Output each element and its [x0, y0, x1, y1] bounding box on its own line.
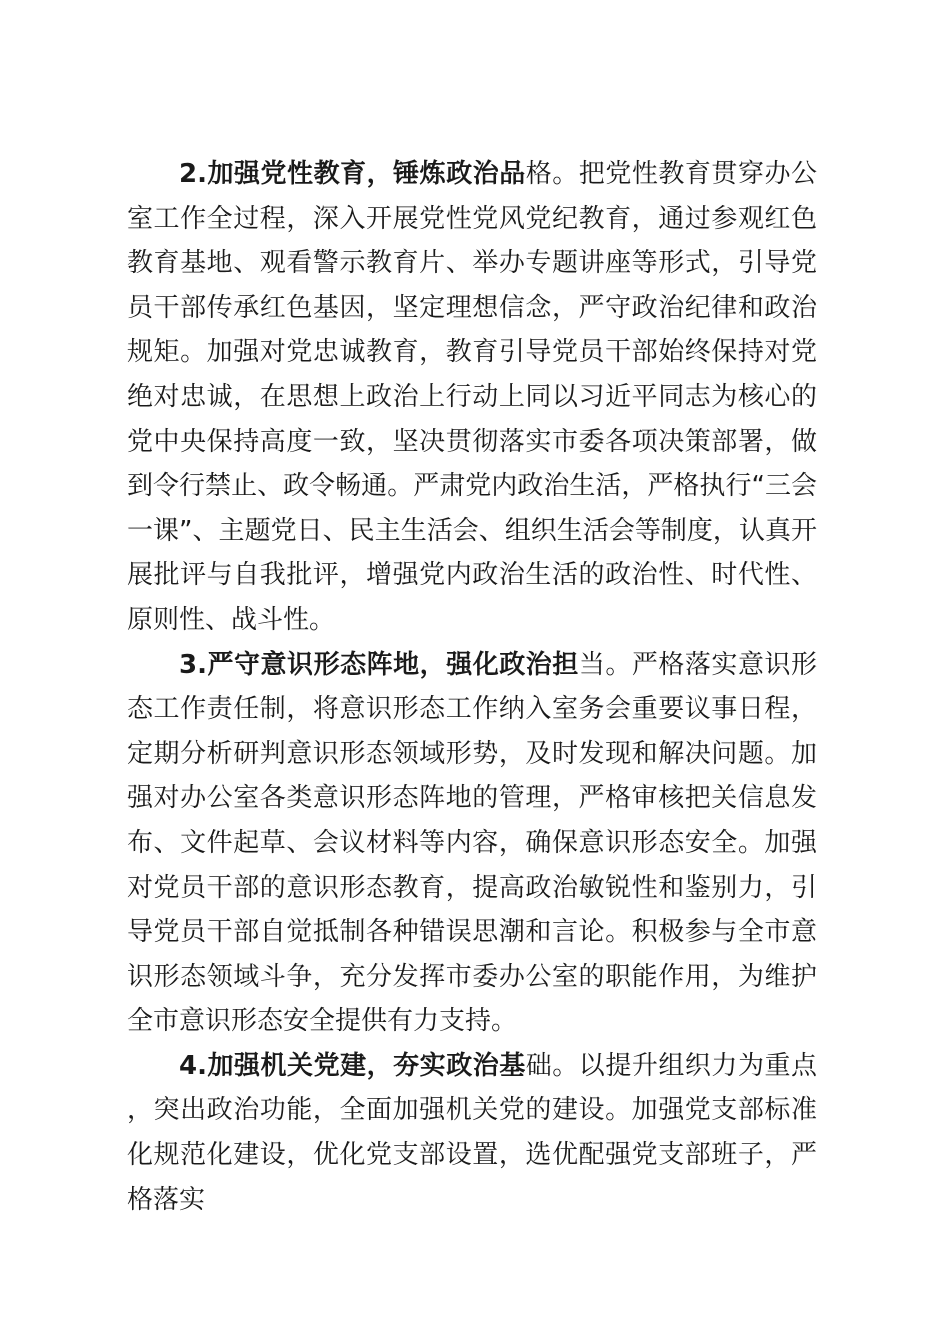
- paragraph-2-body: 格。把党性教育贯穿办公室工作全过程，深入开展党性党风党纪教育，通过参观红色教育基地、观看警示教育片、举办专题讲座等形式，引导党员干部传承红色基因，坚定理想信念，严守政治纪律和政治规矩。加强对党忠诚教育，教育引导党员干部始终保持对党绝对忠诚，在思想上政治上行动上同以习近平同志为核心的党中央保持高度一致，坚决贯彻落实市委各项决策部署，做到令行禁止、政令畅通。严肃党内政治生活，严格执行“三会一课”、主题党日、民主生活会、组织生活会等制度，认真开展批评与自我批评，增强党内政治生活的政治性、时代性、原则性、战斗性。: [127, 159, 817, 635]
- paragraph-4-body: 础。以提升组织力为重点，突出政治功能，全面加强机关党的建设。加强党支部标准化规范化建设，优化党支部设置，选优配强党支部班子，严格落实: [127, 1050, 817, 1215]
- paragraph-2-heading: 2.加强党性教育，锤炼政治品: [179, 159, 526, 189]
- paragraph-4: [127, 1044, 817, 1222]
- paragraph-3-heading: 3.严守意识形态阵地，强化政治担: [179, 649, 579, 680]
- paragraph-3: [127, 643, 817, 1044]
- paragraph-2: [127, 152, 817, 643]
- document-body: [127, 152, 817, 1222]
- paragraph-3-body: 当。严格落实意识形态工作责任制，将意识形态工作纳入室务会重要议事日程，定期分析研判意识形态领域形势，及时发现和解决问题。加强对办公室各类意识形态阵地的管理，严格审核把关信息发布、文件起草、会议材料等内容，确保意识形态安全。加强对党员干部的意识形态教育，提高政治敏锐性和鉴别力，引导党员干部自觉抵制各种错误思潮和言论。积极参与全市意识形态领域斗争，充分发挥市委办公室的职能作用，为维护全市意识形态安全提供有力支持。: [127, 649, 817, 1037]
- paragraph-4-heading: 4.加强机关党建，夯实政治基: [179, 1050, 526, 1081]
